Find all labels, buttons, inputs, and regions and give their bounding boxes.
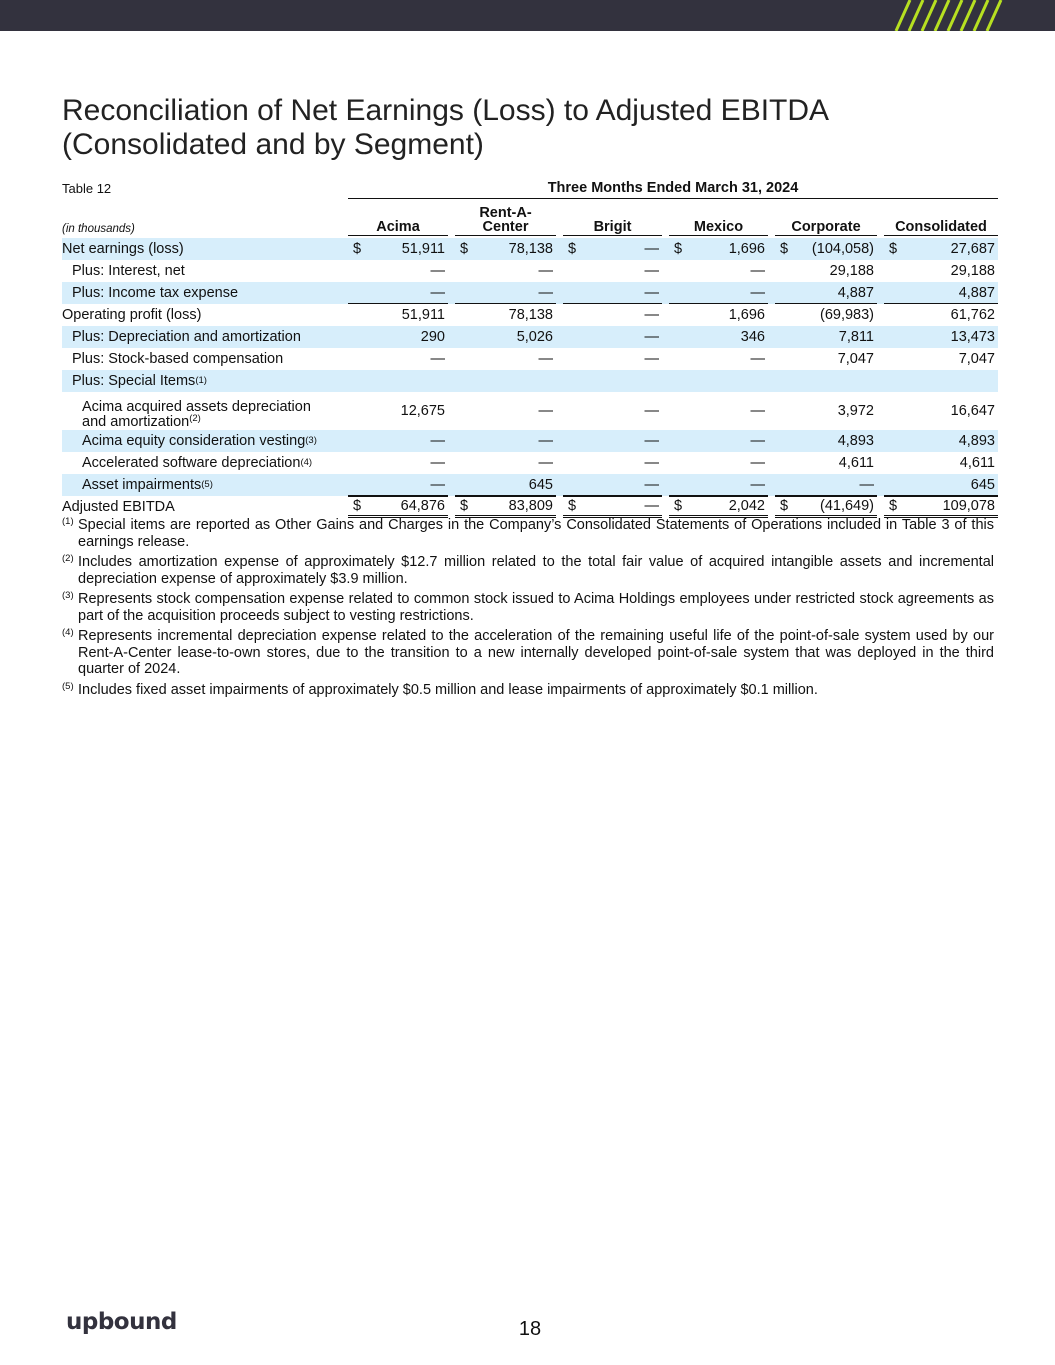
cell-value: 13,473 bbox=[950, 329, 995, 345]
table-cell bbox=[669, 238, 768, 260]
column-header bbox=[563, 220, 662, 236]
row-label-line1: Acima acquired assets depreciation bbox=[82, 399, 311, 415]
table-cell bbox=[348, 282, 448, 304]
table-cell bbox=[884, 282, 998, 304]
footnote-text: Represents stock compensation expense related to common stock issued to Acima Holdings employees under restricted stock agreements as part of the acquisition proceeds subject to vesting restrictions. bbox=[78, 591, 994, 624]
row-label: Acima equity consideration vesting (3) bbox=[82, 433, 317, 449]
table-cell bbox=[884, 238, 998, 260]
footnote-ref: (2) bbox=[189, 413, 201, 424]
table-row bbox=[62, 304, 998, 326]
currency-symbol: $ bbox=[568, 498, 577, 514]
column-header-line2: Mexico bbox=[693, 219, 744, 235]
row-label-line2 bbox=[82, 415, 311, 430]
row-label bbox=[62, 304, 201, 326]
row-label: Asset impairments (5) bbox=[82, 477, 213, 493]
cell-value: — bbox=[538, 263, 553, 279]
table-cell bbox=[884, 304, 998, 326]
cell-value: 51,911 bbox=[401, 307, 445, 323]
footnote bbox=[62, 591, 994, 624]
footnote-text: Includes fixed asset impairments of approximately $0.5 million and lease impairments of approximately $0.1 million. bbox=[78, 681, 818, 698]
cell-value: 346 bbox=[740, 329, 765, 345]
cell-value: — bbox=[644, 241, 659, 257]
column-header bbox=[669, 220, 768, 236]
cell-value: 645 bbox=[528, 476, 553, 493]
table-cell bbox=[775, 452, 877, 474]
footnote-text: Special items are reported as Other Gains and Charges in the Company’s Consolidated Statements of Operations included in Table 3 of this earnings release. bbox=[78, 517, 994, 550]
table-cell bbox=[669, 282, 768, 304]
table-cell bbox=[669, 430, 768, 452]
row-label bbox=[72, 348, 283, 370]
table-cell bbox=[669, 348, 768, 370]
cell-value: — bbox=[538, 455, 553, 471]
cell-value: — bbox=[644, 307, 659, 323]
table-cell bbox=[455, 238, 556, 260]
table-cell bbox=[348, 370, 448, 392]
currency-symbol: $ bbox=[674, 498, 683, 514]
cell-value: (41,649) bbox=[819, 498, 874, 514]
cell-value: 83,809 bbox=[508, 498, 553, 514]
column-header-line2: Corporate bbox=[791, 219, 861, 235]
cell-value: — bbox=[750, 351, 765, 367]
table-cell bbox=[455, 474, 556, 496]
table-row bbox=[62, 392, 998, 430]
cell-value: — bbox=[644, 498, 659, 514]
cell-value: 7,047 bbox=[958, 351, 995, 367]
footnote bbox=[62, 517, 994, 550]
cell-value: 4,887 bbox=[837, 284, 874, 301]
table-cell bbox=[348, 260, 448, 282]
column-header bbox=[455, 206, 556, 236]
footnote bbox=[62, 682, 994, 699]
column-header bbox=[348, 220, 448, 236]
row-label: Plus: Special Items (1) bbox=[72, 373, 207, 389]
cell-value: — bbox=[750, 433, 765, 449]
cell-value: 2,042 bbox=[728, 498, 765, 514]
footnote bbox=[62, 628, 994, 678]
currency-symbol: $ bbox=[460, 241, 469, 257]
column-header-line1: Rent-A- bbox=[479, 205, 532, 221]
cell-value: — bbox=[430, 455, 445, 471]
row-label bbox=[72, 260, 185, 282]
cell-value: — bbox=[750, 403, 765, 419]
reconciliation-table bbox=[62, 178, 998, 518]
currency-symbol: $ bbox=[889, 241, 898, 257]
currency-symbol: $ bbox=[780, 241, 789, 257]
cell-value: 5,026 bbox=[516, 329, 553, 345]
row-label-text: Plus: Stock-based compensation bbox=[72, 351, 284, 367]
table-cell bbox=[775, 304, 877, 326]
table-row bbox=[62, 348, 998, 370]
row-label-text: Plus: Special Items bbox=[72, 373, 196, 389]
table-cell bbox=[455, 304, 556, 326]
page-title bbox=[62, 94, 829, 162]
currency-symbol: $ bbox=[674, 241, 683, 257]
table-cell bbox=[563, 348, 662, 370]
cell-value: 61,762 bbox=[950, 307, 995, 323]
cell-value: 1,696 bbox=[728, 241, 765, 257]
table-cell bbox=[455, 370, 556, 392]
row-label-text: Adjusted EBITDA bbox=[62, 499, 175, 515]
row-label bbox=[62, 238, 184, 260]
table-label: Table 12 bbox=[62, 181, 112, 196]
column-header-line2: Center bbox=[482, 219, 529, 235]
table-cell bbox=[455, 392, 556, 430]
row-label: Accelerated software depreciation (4) bbox=[82, 455, 313, 471]
table-cell bbox=[775, 496, 877, 518]
table-cell bbox=[563, 326, 662, 348]
row-label bbox=[72, 326, 301, 348]
table-cell bbox=[348, 496, 448, 518]
table-cell bbox=[669, 304, 768, 326]
cell-value: — bbox=[750, 263, 765, 279]
cell-value: 7,811 bbox=[838, 329, 874, 345]
cell-value: — bbox=[430, 263, 445, 279]
cell-value: — bbox=[859, 476, 874, 493]
table-cell bbox=[669, 326, 768, 348]
row-label bbox=[72, 282, 238, 304]
cell-value: 290 bbox=[420, 329, 445, 345]
footnote-marker: (1) bbox=[62, 516, 74, 527]
cell-value: 29,188 bbox=[950, 263, 995, 279]
currency-symbol: $ bbox=[460, 498, 469, 514]
cell-value: 78,138 bbox=[508, 241, 553, 257]
row-label-text: Plus: Interest, net bbox=[72, 263, 185, 279]
table-cell bbox=[884, 260, 998, 282]
table-row bbox=[62, 474, 998, 496]
title-line-1: Reconciliation of Net Earnings (Loss) to Adjusted EBITDA bbox=[62, 94, 830, 127]
column-header-line2: Acima bbox=[376, 219, 420, 235]
table-cell bbox=[775, 326, 877, 348]
cell-value: 3,972 bbox=[837, 403, 874, 419]
cell-value: 4,887 bbox=[958, 284, 995, 301]
cell-value: 27,687 bbox=[950, 241, 995, 257]
cell-value: 78,138 bbox=[508, 307, 553, 323]
cell-value: 29,188 bbox=[829, 263, 874, 279]
table-cell bbox=[563, 238, 662, 260]
row-label-text: Asset impairments bbox=[82, 477, 202, 493]
cell-value: — bbox=[538, 284, 553, 301]
table-cell bbox=[348, 474, 448, 496]
table-row bbox=[62, 238, 998, 260]
cell-value: — bbox=[644, 263, 659, 279]
cell-value: — bbox=[644, 455, 659, 471]
cell-value: 645 bbox=[970, 476, 995, 493]
currency-symbol: $ bbox=[568, 241, 577, 257]
row-label-line2-text: and amortization bbox=[82, 414, 190, 430]
cell-value: — bbox=[430, 351, 445, 367]
table-cell bbox=[884, 474, 998, 496]
footnote-marker: (4) bbox=[62, 627, 74, 638]
table-cell bbox=[563, 282, 662, 304]
table-cell bbox=[775, 238, 877, 260]
cell-value: — bbox=[538, 403, 553, 419]
cell-value: — bbox=[750, 476, 765, 493]
table-cell bbox=[455, 260, 556, 282]
cell-value: 4,611 bbox=[959, 455, 995, 471]
table-cell bbox=[455, 326, 556, 348]
table-cell bbox=[775, 392, 877, 430]
table-cell bbox=[455, 282, 556, 304]
table-row bbox=[62, 282, 998, 304]
period-header: Three Months Ended March 31, 2024 bbox=[348, 180, 998, 199]
cell-value: 64,876 bbox=[400, 498, 445, 514]
currency-symbol: $ bbox=[780, 498, 789, 514]
row-label-text: Net earnings (loss) bbox=[62, 241, 184, 257]
upbound-logo: upbound bbox=[66, 1309, 177, 1335]
table-row bbox=[62, 260, 998, 282]
cell-value: (69,983) bbox=[819, 307, 874, 323]
footnote-marker: (3) bbox=[62, 590, 74, 601]
cell-value: 7,047 bbox=[837, 351, 874, 367]
cell-value: 4,611 bbox=[838, 455, 874, 471]
footnote bbox=[62, 554, 994, 587]
cell-value: — bbox=[644, 329, 659, 345]
cell-value: — bbox=[644, 433, 659, 449]
table-cell bbox=[348, 304, 448, 326]
table-row bbox=[62, 430, 998, 452]
footnote-marker: (2) bbox=[62, 553, 74, 564]
table-cell bbox=[348, 348, 448, 370]
row-label-text: Plus: Depreciation and amortization bbox=[72, 329, 301, 345]
table-cell bbox=[884, 430, 998, 452]
top-banner bbox=[0, 0, 1055, 31]
column-header-line2: Consolidated bbox=[895, 219, 987, 235]
footnote-text: Represents incremental depreciation expense related to the acceleration of the remaining useful life of the point-of-sale system used by our Rent-A-Center lease-to-own stores, due to the transition to a new internally developed point-of-sale system that was deployed in the third quarter of 2024. bbox=[78, 628, 994, 677]
column-header bbox=[775, 220, 877, 236]
table-cell bbox=[884, 452, 998, 474]
table-row bbox=[62, 496, 998, 518]
cell-value: — bbox=[644, 476, 659, 493]
row-label bbox=[62, 496, 175, 518]
table-cell bbox=[669, 392, 768, 430]
cell-value: — bbox=[538, 351, 553, 367]
table-cell bbox=[563, 496, 662, 518]
footnotes bbox=[62, 517, 994, 702]
table-cell bbox=[669, 370, 768, 392]
cell-value: — bbox=[750, 455, 765, 471]
cell-value: — bbox=[644, 403, 659, 419]
table-row bbox=[62, 452, 998, 474]
table-row bbox=[62, 370, 998, 392]
table-cell bbox=[455, 348, 556, 370]
cell-value: 4,893 bbox=[837, 433, 874, 449]
table-cell bbox=[669, 496, 768, 518]
table-cell bbox=[775, 348, 877, 370]
table-cell bbox=[348, 430, 448, 452]
table-cell bbox=[884, 326, 998, 348]
cell-value: 12,675 bbox=[400, 403, 445, 419]
table-cell bbox=[775, 282, 877, 304]
table-cell bbox=[563, 430, 662, 452]
table-cell bbox=[775, 370, 877, 392]
table-cell bbox=[884, 392, 998, 430]
table-cell bbox=[884, 348, 998, 370]
cell-value: 1,696 bbox=[728, 307, 765, 323]
cell-value: — bbox=[644, 284, 659, 301]
table-cell bbox=[348, 326, 448, 348]
table-cell bbox=[563, 304, 662, 326]
cell-value: (104,058) bbox=[811, 241, 874, 257]
table-cell bbox=[775, 260, 877, 282]
table-cell bbox=[563, 474, 662, 496]
table-cell bbox=[348, 238, 448, 260]
table-cell bbox=[669, 260, 768, 282]
currency-symbol: $ bbox=[353, 241, 362, 257]
row-label-text: Acima equity consideration vesting bbox=[82, 433, 306, 449]
table-cell bbox=[884, 370, 998, 392]
footnote-marker: (5) bbox=[62, 680, 74, 692]
table-cell bbox=[563, 370, 662, 392]
column-header-line2: Brigit bbox=[593, 219, 632, 235]
table-row bbox=[62, 326, 998, 348]
row-label-text: Operating profit (loss) bbox=[62, 307, 202, 323]
cell-value: — bbox=[750, 284, 765, 301]
units-label: (in thousands) bbox=[62, 223, 135, 235]
page-number: 18 bbox=[518, 1318, 542, 1340]
table-cell bbox=[669, 452, 768, 474]
table-cell bbox=[775, 430, 877, 452]
table-cell bbox=[348, 392, 448, 430]
accent-stripes-decoration bbox=[0, 0, 1055, 31]
cell-value: 51,911 bbox=[401, 241, 445, 257]
table-cell bbox=[455, 430, 556, 452]
table-cell bbox=[669, 474, 768, 496]
table-cell bbox=[563, 260, 662, 282]
table-cell bbox=[455, 496, 556, 518]
cell-value: — bbox=[430, 284, 445, 301]
currency-symbol: $ bbox=[889, 498, 898, 514]
table-cell bbox=[563, 452, 662, 474]
title-line-2: (Consolidated and by Segment) bbox=[62, 128, 484, 161]
footnote-text: Includes amortization expense of approximately $12.7 million related to the total fair value of acquired intangible assets and incremental depreciation expense of approximately $3.9 million. bbox=[78, 554, 994, 587]
cell-value: 4,893 bbox=[958, 433, 995, 449]
table-cell bbox=[348, 452, 448, 474]
cell-value: — bbox=[538, 433, 553, 449]
cell-value: — bbox=[430, 433, 445, 449]
cell-value: — bbox=[644, 351, 659, 367]
currency-symbol: $ bbox=[353, 498, 362, 514]
table-cell bbox=[775, 474, 877, 496]
row-label-text: Plus: Income tax expense bbox=[72, 285, 239, 301]
row-label bbox=[82, 392, 311, 433]
table-cell bbox=[884, 496, 998, 518]
cell-value: — bbox=[430, 476, 445, 493]
column-header bbox=[884, 220, 998, 236]
table-cell bbox=[563, 392, 662, 430]
table-cell bbox=[455, 452, 556, 474]
row-label-text: Accelerated software depreciation bbox=[82, 455, 301, 471]
cell-value: 16,647 bbox=[950, 403, 995, 419]
cell-value: 109,078 bbox=[942, 498, 995, 514]
